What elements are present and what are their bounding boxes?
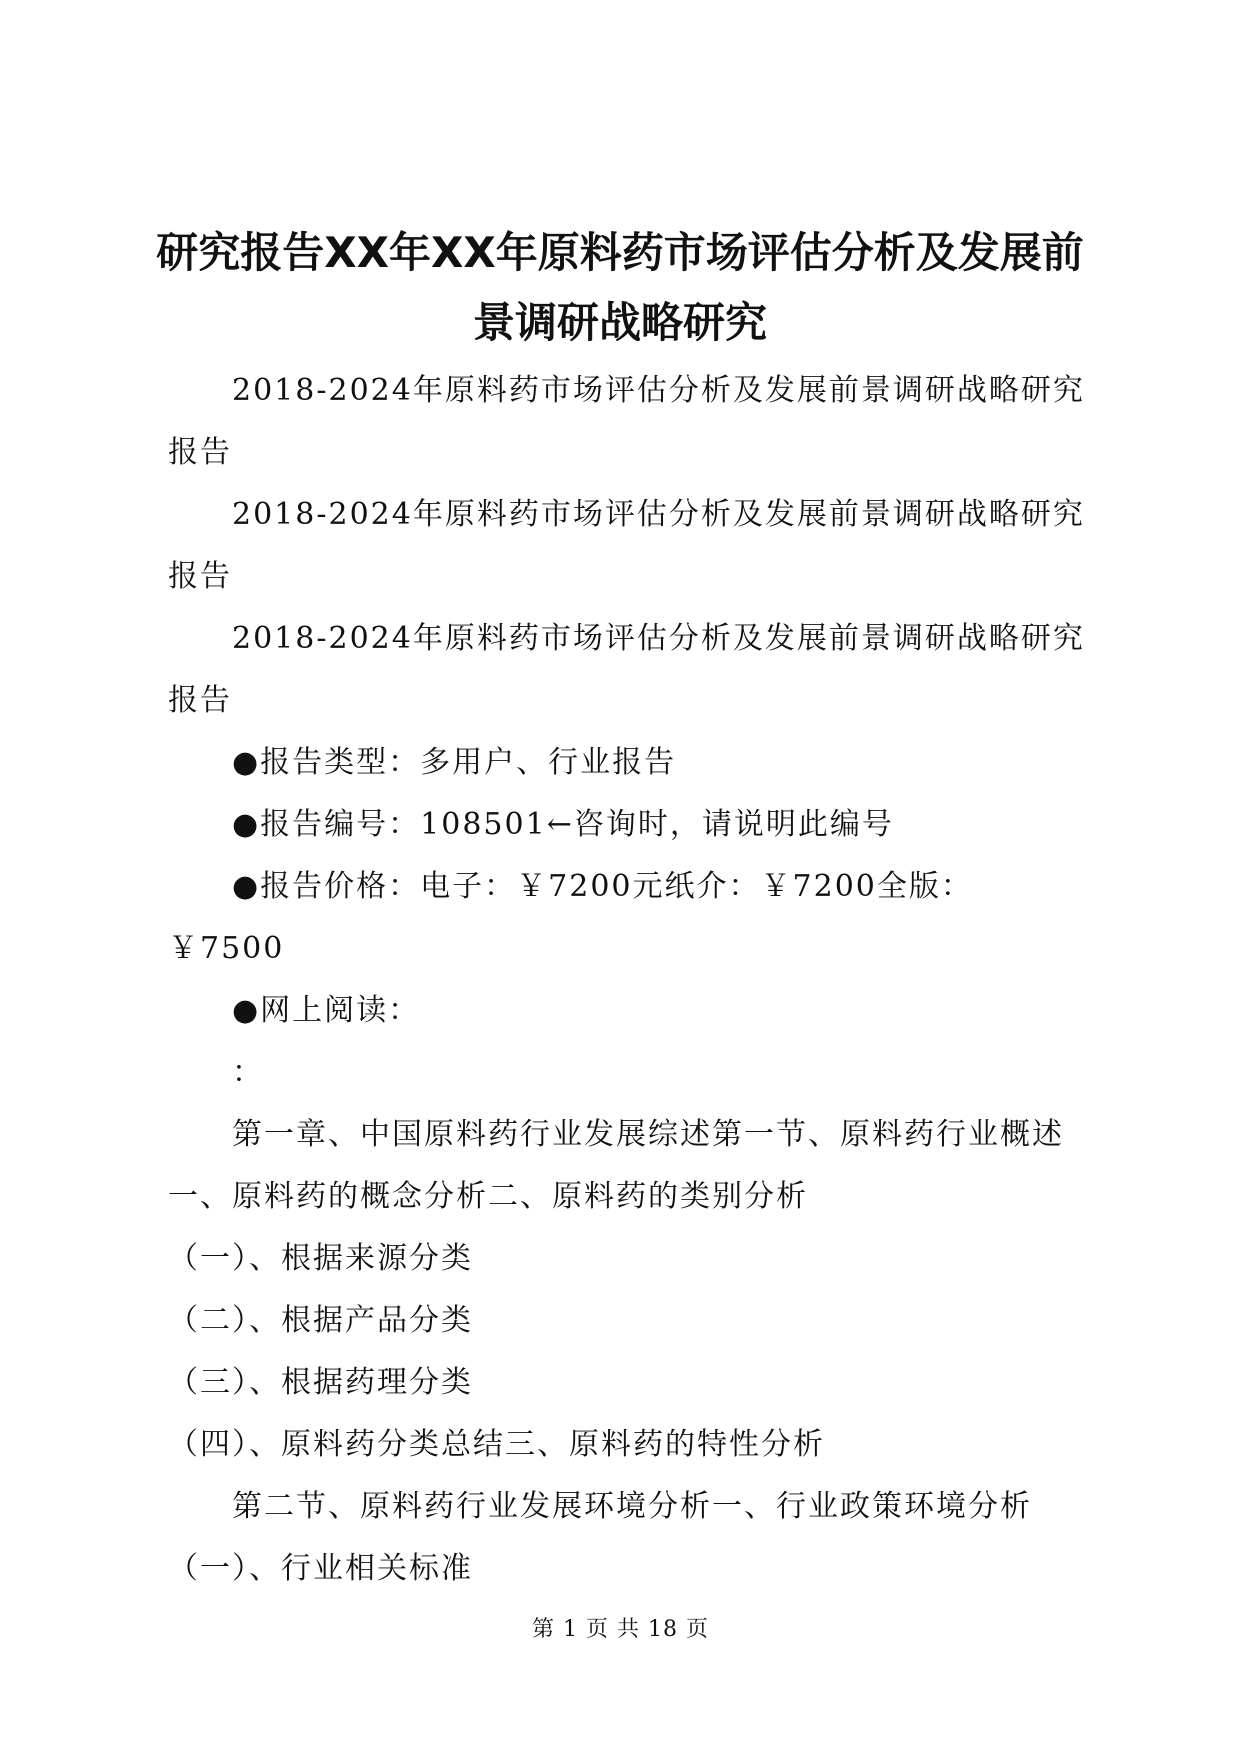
online-read: ●网上阅读：	[232, 993, 421, 1028]
toc-item: （三）、根据药理分类	[168, 1365, 473, 1400]
paragraph: 2018-2024年原料药市场评估分析及发展前景调研战略研究报告	[168, 373, 1085, 470]
document-title: 研究报告XX年XX年原料药市场评估分析及发展前景调研战略研究	[156, 228, 1084, 347]
page-footer: 第 1 页 共 18 页	[532, 1617, 709, 1642]
paragraph: 2018-2024年原料药市场评估分析及发展前景调研战略研究报告	[168, 621, 1085, 718]
report-number: ●报告编号：108501←咨询时，请说明此编号	[232, 807, 894, 842]
toc-section-2: 第二节、原料药行业发展环境分析一、行业政策环境分析	[232, 1489, 1032, 1524]
toc-item: （二）、根据产品分类	[168, 1303, 473, 1338]
paragraph: 2018-2024年原料药市场评估分析及发展前景调研战略研究报告	[168, 497, 1085, 594]
colon-line: ：	[232, 1055, 264, 1090]
toc-chapter-1: 第一章、中国原料药行业发展综述第一节、原料药行业概述一、原料药的概念分析二、原料药的类别分析	[168, 1117, 1064, 1214]
document-body	[168, 360, 1088, 1600]
report-price: ●报告价格：电子：￥7200元纸介：￥7200全版：￥7500	[168, 869, 973, 966]
toc-item: （一）、行业相关标准	[168, 1551, 473, 1586]
toc-item: （一）、根据来源分类	[168, 1241, 473, 1276]
report-type: ●报告类型：多用户、行业报告	[232, 745, 677, 780]
toc-item: （四）、原料药分类总结三、原料药的特性分析	[168, 1427, 825, 1462]
